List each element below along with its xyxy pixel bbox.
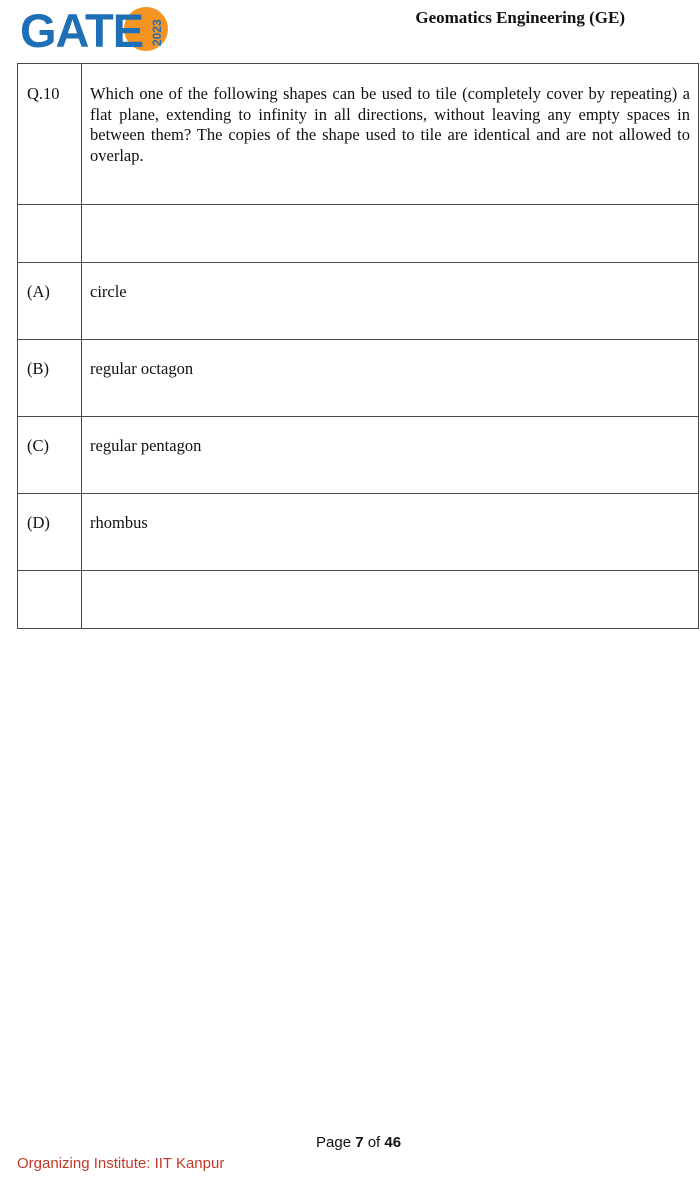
option-text: circle <box>82 263 699 340</box>
page-header <box>0 0 700 60</box>
question-table <box>17 63 699 629</box>
page-current: 7 <box>355 1134 364 1151</box>
option-label: (B) <box>18 340 82 417</box>
blank-row <box>18 571 699 629</box>
gate-2023-logo <box>20 2 170 58</box>
question-number: Q.10 <box>18 64 82 205</box>
blank-cell <box>82 205 699 263</box>
option-label: (A) <box>18 263 82 340</box>
page-number <box>316 1134 401 1151</box>
option-label: (D) <box>18 494 82 571</box>
option-row-a <box>18 263 699 340</box>
question-row <box>18 64 699 205</box>
organizing-institute: Organizing Institute: IIT Kanpur <box>17 1155 225 1172</box>
option-row-c <box>18 417 699 494</box>
page-prefix: Page <box>316 1134 356 1151</box>
option-label: (C) <box>18 417 82 494</box>
blank-cell <box>82 571 699 629</box>
page-total: 46 <box>384 1134 402 1151</box>
subject-title: Geomatics Engineering (GE) <box>415 8 625 27</box>
blank-cell <box>18 205 82 263</box>
option-text: regular octagon <box>82 340 699 417</box>
option-text: rhombus <box>82 494 699 571</box>
logo-text: GATE <box>20 4 144 57</box>
page-mid: of <box>363 1134 385 1151</box>
option-row-d <box>18 494 699 571</box>
blank-cell <box>18 571 82 629</box>
logo-year: 2023 <box>150 19 164 46</box>
option-row-b <box>18 340 699 417</box>
question-text: Which one of the following shapes can be used to tile (completely cover by repeating) a flat plane, extending to infinity in all directions, without leaving any empty spaces in between them? The copies of the shape used to tile are identical and are not allowed to overlap. <box>82 64 699 205</box>
blank-row <box>18 205 699 263</box>
option-text: regular pentagon <box>82 417 699 494</box>
